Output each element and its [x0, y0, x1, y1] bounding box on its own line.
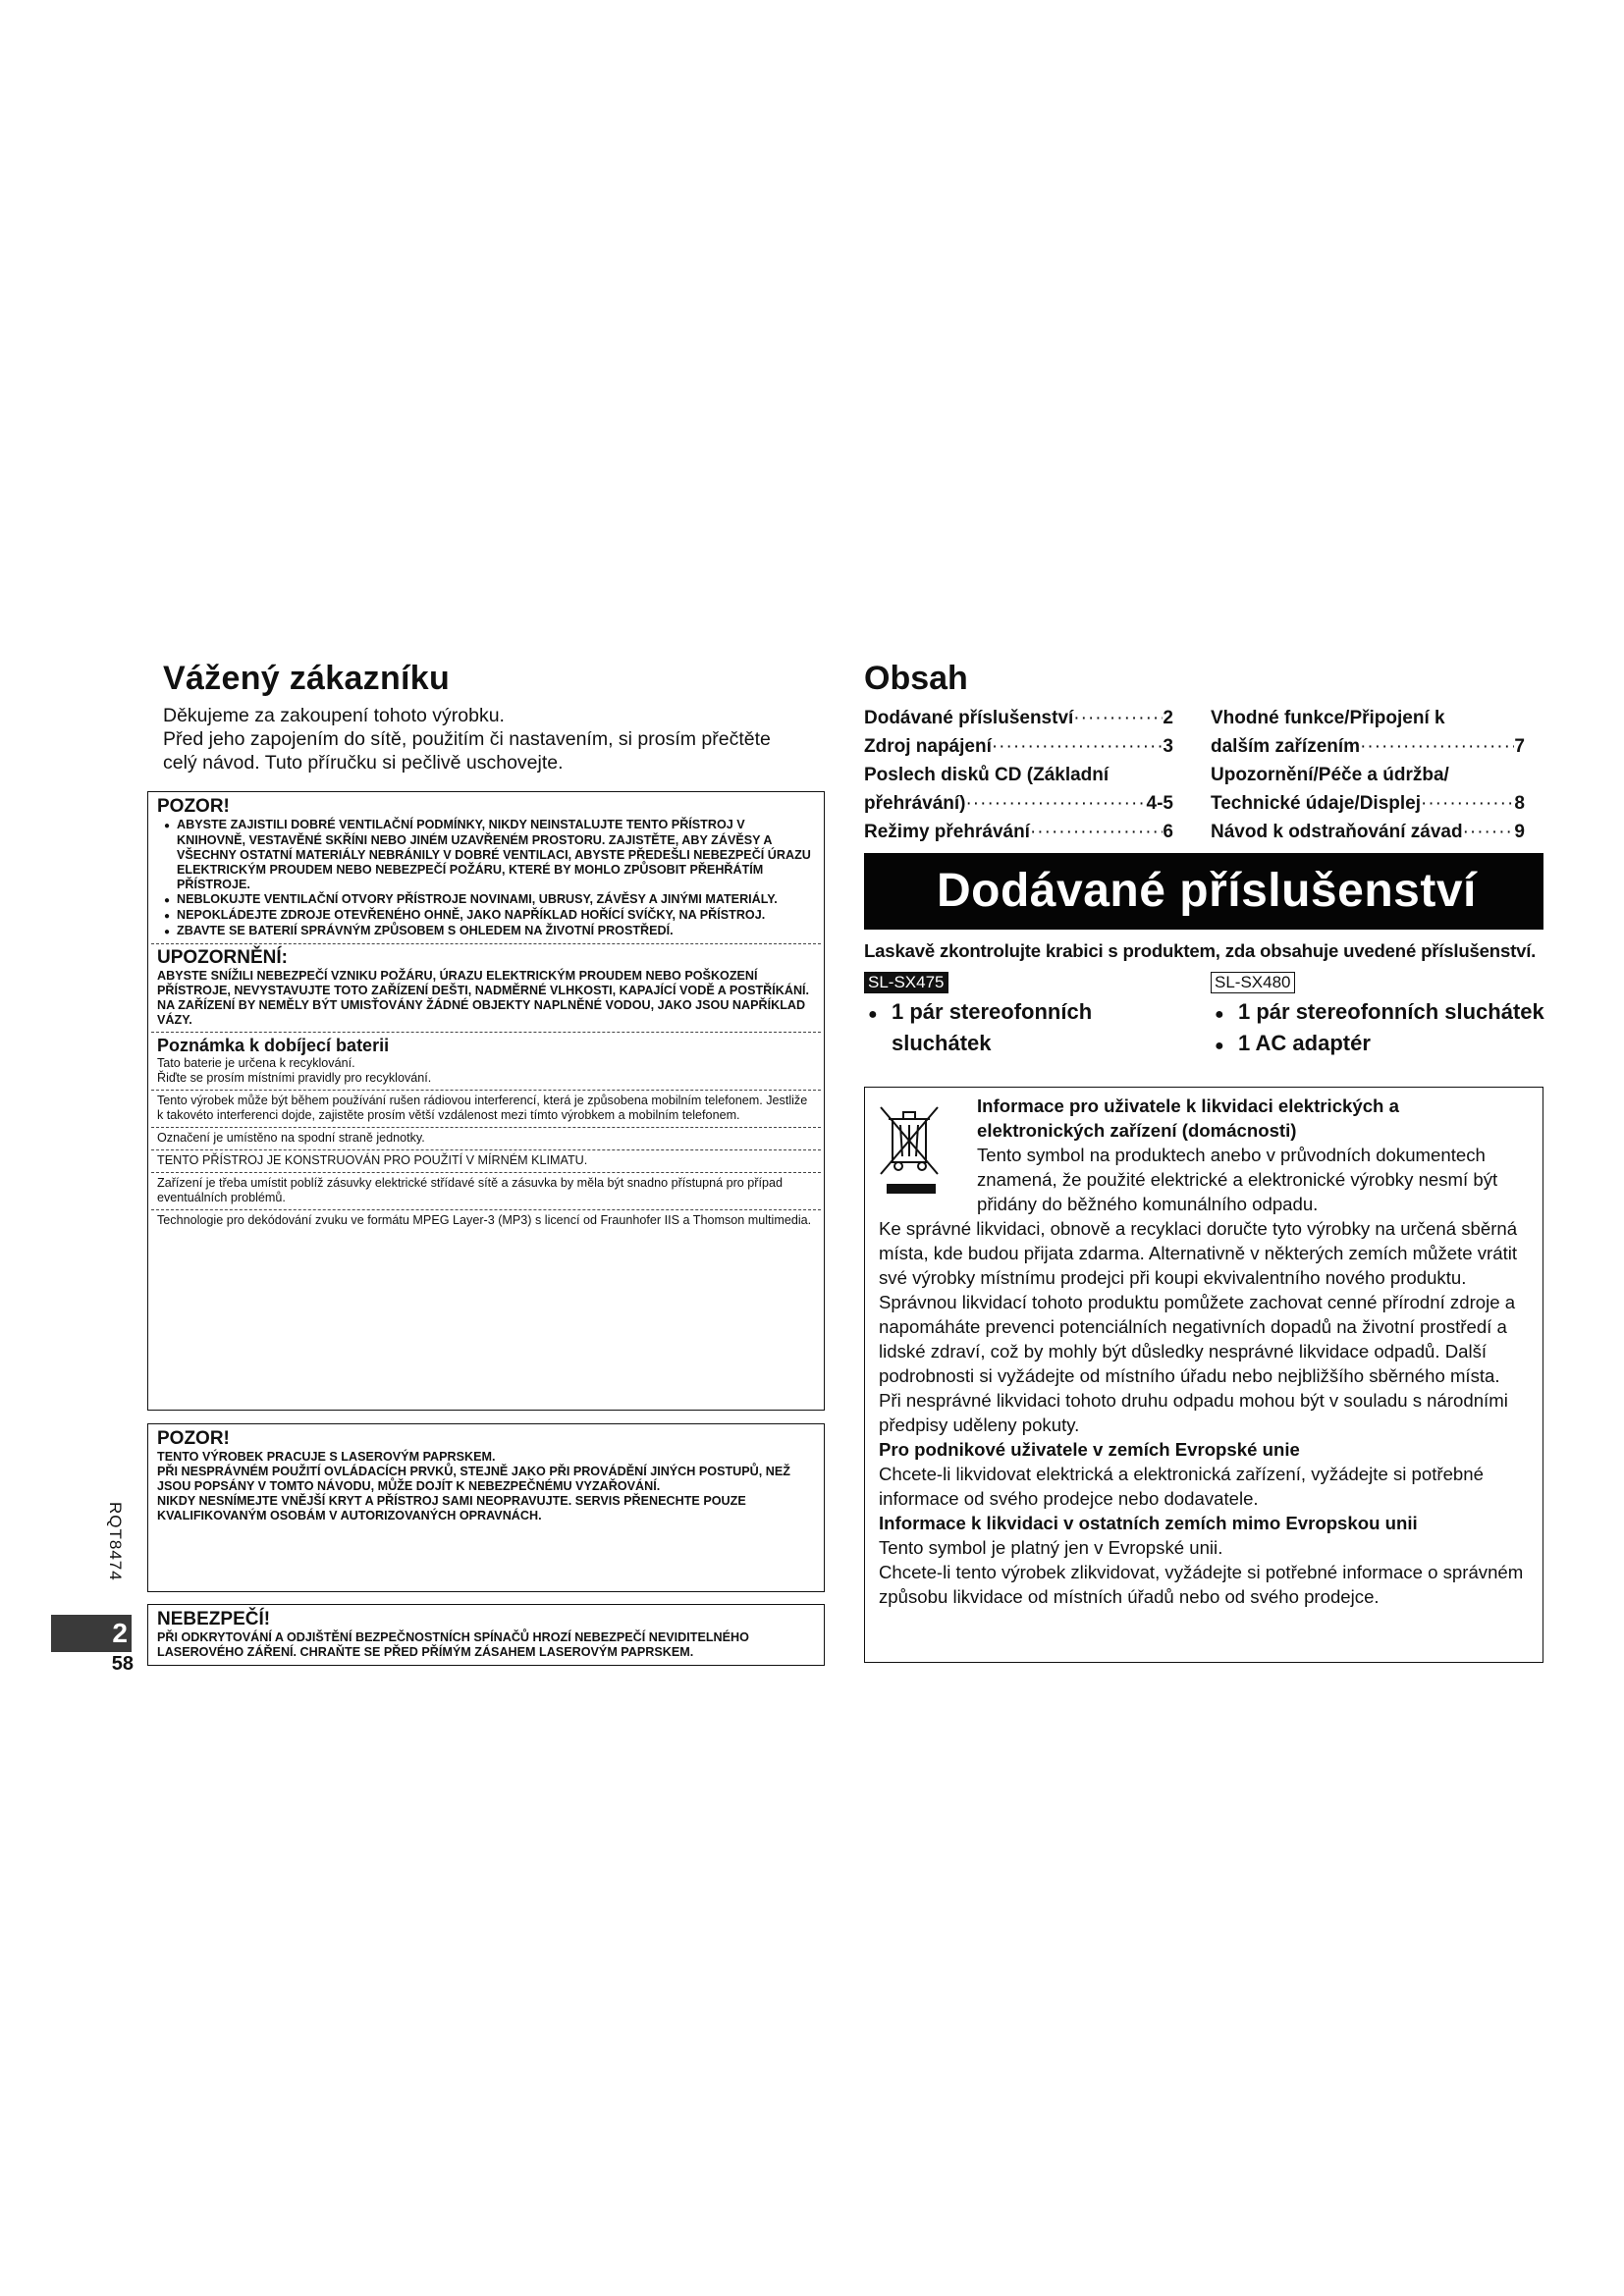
- disposal-title: Informace pro uživatele k likvidaci elektrických a elektronických zařízení (domácnosti): [977, 1095, 1399, 1141]
- laser-text: TENTO VÝROBEK PRACUJE S LASEROVÝM PAPRSKEM.: [157, 1450, 496, 1464]
- toc-entry[interactable]: Technické údaje/Displej ····· 8: [1211, 789, 1525, 818]
- label-note: Označení je umístěno na spodní straně jednotky.: [157, 1131, 425, 1145]
- accessory-list-sx480: [1211, 997, 1544, 1060]
- danger-box: [147, 1604, 825, 1666]
- business-heading: Pro podnikové uživatele v zemích Evropské unie: [879, 1439, 1300, 1460]
- model-badge-sx475: SL-SX475: [864, 972, 948, 993]
- other-countries-text: Tento symbol je platný jen v Evropské unii.: [879, 1537, 1223, 1558]
- danger-text: PŘI ODKRYTOVÁNÍ A ODJIŠTĚNÍ BEZPEČNOSTNÍCH SPÍNAČŮ HROZÍ NEBEZPEČÍ NEVIDITELNÉHO LASEROVÉHO ZÁŘENÍ. CHRAŇTE SE PŘED PŘÍMÝM ZÁSAHEM LASEROVÝM PAPRSKEM.: [157, 1630, 749, 1659]
- model-badge-sx480: SL-SX480: [1211, 972, 1295, 993]
- list-item: ● NEPOKLÁDEJTE ZDROJE OTEVŘENÉHO OHNĚ, JAKO NAPŘÍKLAD HOŘÍCÍ SVÍČKY, NA PŘÍSTROJ.: [157, 908, 815, 924]
- right-column: [864, 660, 1544, 1607]
- laser-text: PŘI NESPRÁVNÉM POUŽITÍ OVLÁDACÍCH PRVKŮ, STEJNĚ JAKO PŘI PROVÁDĚNÍ JINÝCH POSTUPŮ, NEŽ JSOU POPSÁNY V TOMTO NÁVODU, MŮŽE DOJÍT K NEBEZPEČNÉMU VYZAŘOVÁNÍ.: [157, 1465, 790, 1493]
- divider: [151, 1149, 821, 1150]
- toc-entry[interactable]: Zdroj napájení ····· 3: [864, 732, 1173, 761]
- toc-entry[interactable]: Návod k odstraňování závad ····· 9: [1211, 818, 1525, 846]
- toc-entry[interactable]: Upozornění/Péče a údržba/: [1211, 765, 1449, 785]
- divider: [151, 943, 821, 944]
- battery-heading: Poznámka k dobíjecí baterii: [157, 1036, 390, 1055]
- toc-entry[interactable]: Dodávané příslušenství ····· 2: [864, 704, 1173, 732]
- toc-entry[interactable]: Režimy přehrávání ····· 6: [864, 818, 1173, 846]
- greeting-title: Vážený zákazníku: [163, 660, 451, 697]
- toc-entry[interactable]: přehrávání) ····· 4-5: [864, 789, 1173, 818]
- divider: [151, 1172, 821, 1173]
- pozor-list: [157, 818, 815, 939]
- accessory-item: ● 1 pár stereofonních sluchátek: [1211, 997, 1544, 1029]
- disposal-paragraph: Ke správné likvidaci, obnově a recyklaci doručte tyto výrobky na určená sběrná místa, kde budou přijata zdarma. Alternativně v některých zemích můžete vrátit své výrobky místnímu prodejci při koupi ekvivalentního nového produktu.: [879, 1218, 1518, 1288]
- check-instruction: Laskavě zkontrolujte krabici s produktem, zda obsahuje uvedené příslušenství.: [864, 940, 1537, 961]
- accessory-list-sx475: [864, 997, 1159, 1057]
- divider: [151, 1090, 821, 1091]
- disposal-intro: Tento symbol na produktech anebo v průvodních dokumentech znamená, že použité elektrické a elektronické výrobky nesmí být přidány do běžného komunálního odpadu.: [977, 1145, 1498, 1214]
- battery-line: Tato baterie je určena k recyklování.: [157, 1056, 355, 1070]
- disposal-paragraph: Při nesprávné likvidaci tohoto druhu odpadu mohou být v souladu s národními předpisy uděleny pokuty.: [879, 1390, 1508, 1435]
- page-number: 2: [51, 1615, 132, 1652]
- disposal-paragraph: Správnou likvidací tohoto produktu pomůžete zachovat cenné přírodní zdroje a napomáháte prevenci potenciálních negativních dopadů na životní prostředí a lidské zdraví, což by mohly být důsledky nesprávné likvidace odpadů. Další podrobnosti si vyžádejte od místního úřadu nebo nejbližšího sběrného místa.: [879, 1292, 1516, 1386]
- list-item: ● NEBLOKUJTE VENTILAČNÍ OTVORY PŘÍSTROJE NOVINAMI, UBRUSY, ZÁVĚSY A JINÝMI MATERIÁLY.: [157, 892, 815, 908]
- toc-entry[interactable]: Vhodné funkce/Připojení k: [1211, 708, 1445, 728]
- other-countries-heading: Informace k likvidaci v ostatních zemích mimo Evropskou unii: [879, 1513, 1418, 1533]
- toc-column: [864, 704, 1173, 846]
- divider: [151, 1032, 821, 1033]
- toc-column: [1211, 704, 1525, 846]
- crossed-bin-icon: [877, 1101, 946, 1196]
- upozorneni-heading: UPOZORNĚNÍ:: [157, 947, 288, 968]
- greeting-line: Před jeho zapojením do sítě, použitím či nastavením, si prosím přečtěte: [163, 728, 771, 750]
- battery-line: Řiďte se prosím místními pravidly pro recyklování.: [157, 1071, 432, 1085]
- danger-heading: NEBEZPEČÍ!: [157, 1609, 271, 1629]
- disposal-info-box: [864, 1087, 1543, 1663]
- interference-note: Tento výrobek může být během používání rušen rádiovou interferencí, která je způsobena mobilním telefonem. Jestliže k takovéto interferenci dojde, zajistěte prosím větší vzdálenost mezi tímto výrobkem a mobilním telefonem.: [157, 1094, 808, 1122]
- greeting-line: celý návod. Tuto příručku si pečlivě uschovejte.: [163, 752, 564, 774]
- socket-note: Zařízení je třeba umístit poblíž zásuvky elektrické střídavé sítě a zásuvka by měla být snadno přístupná pro případ eventuálních problémů.: [157, 1176, 783, 1204]
- toc-entry[interactable]: dalším zařízením ····· 7: [1211, 732, 1525, 761]
- climate-note: TENTO PŘÍSTROJ JE KONSTRUOVÁN PRO POUŽITÍ V MÍRNÉM KLIMATU.: [157, 1153, 588, 1167]
- greeting-line: Děkujeme za zakoupení tohoto výrobku.: [163, 705, 505, 726]
- safety-warning-box: [147, 791, 825, 1411]
- list-item: ● ZBAVTE SE BATERIÍ SPRÁVNÝM ZPŮSOBEM S OHLEDEM NA ŽIVOTNÍ PROSTŘEDÍ.: [157, 924, 815, 939]
- accessory-item: ● 1 AC adaptér: [1211, 1029, 1544, 1060]
- divider: [151, 1127, 821, 1128]
- document-code: RQT8474: [106, 1502, 125, 1581]
- left-column: [147, 660, 825, 1659]
- accessory-item: ● 1 pár stereofonních sluchátek: [864, 997, 1159, 1057]
- divider: [151, 1209, 821, 1210]
- laser-text: NIKDY NESNÍMEJTE VNĚJŠÍ KRYT A PŘÍSTROJ SAMI NEOPRAVUJTE. SERVIS PŘENECHTE POUZE KVALIFIKOVANÝM OSOBÁM V AUTORIZOVANÝCH OPRAVNÁCH.: [157, 1494, 746, 1522]
- upozorneni-text: ABYSTE SNÍŽILI NEBEZPEČÍ VZNIKU POŽÁRU, ÚRAZU ELEKTRICKÝM PROUDEM NEBO POŠKOZENÍ PŘÍSTROJE, NEVYSTAVUJTE TOTO ZAŘÍZENÍ DEŠTI, NADMĚRNÉ VLHKOSTI, KAPAJÍCÍ VODĚ A POSTŘÍKÁNÍ. NA ZAŘÍZENÍ BY NEMĚLY BÝT UMISŤOVÁNY ŽÁDNÉ OBJEKTY NAPLNĚNÉ VODOU, JAKO JSOU NAPŘÍKLAD VÁZY.: [157, 969, 810, 1027]
- laser-heading: POZOR!: [157, 1428, 230, 1449]
- business-text: Chcete-li likvidovat elektrická a elektronická zařízení, vyžádejte si potřebné informace od svého prodejce nebo dodavatele.: [879, 1464, 1484, 1509]
- laser-warning-box: [147, 1423, 825, 1592]
- toc-title: Obsah: [864, 660, 968, 697]
- toc-entry[interactable]: Poslech disků CD (Základní: [864, 765, 1110, 785]
- list-item: ● ABYSTE ZAJISTILI DOBRÉ VENTILAČNÍ PODMÍNKY, NIKDY NEINSTALUJTE TENTO PŘÍSTROJ V KNIHOVNĚ, VESTAVĚNÉ SKŘÍNI NEBO JINÉM UZAVŘENÉM PROSTORU. ZAJISTĚTE, ABY ZÁVĚSY A VŠECHNY OSTATNÍ MATERIÁLY NEBRÁNILY V DOBRÉ VENTILACI, ABYSTE PŘEDEŠLI NEBEZPEČÍ ÚRAZU ELEKTRICKÝM PROUDEM NEBO NEBEZPEČÍ POŽÁRU, KTERÉ BY MOHLO ZPŮSOBIT PŘEHŘÁTÍM PŘÍSTROJE.: [157, 818, 815, 892]
- pozor-heading: POZOR!: [157, 796, 230, 817]
- mp3-note: Technologie pro dekódování zvuku ve formátu MPEG Layer-3 (MP3) s licencí od Fraunhofer IIS a Thomson multimedia.: [157, 1213, 812, 1227]
- section-banner: Dodávané příslušenství: [864, 853, 1543, 930]
- page-number-secondary: 58: [111, 1653, 134, 1675]
- other-countries-text: Chcete-li tento výrobek zlikvidovat, vyžádejte si potřebné informace o správném způsobu likvidace od místních úřadů nebo od svého prodejce.: [879, 1562, 1524, 1607]
